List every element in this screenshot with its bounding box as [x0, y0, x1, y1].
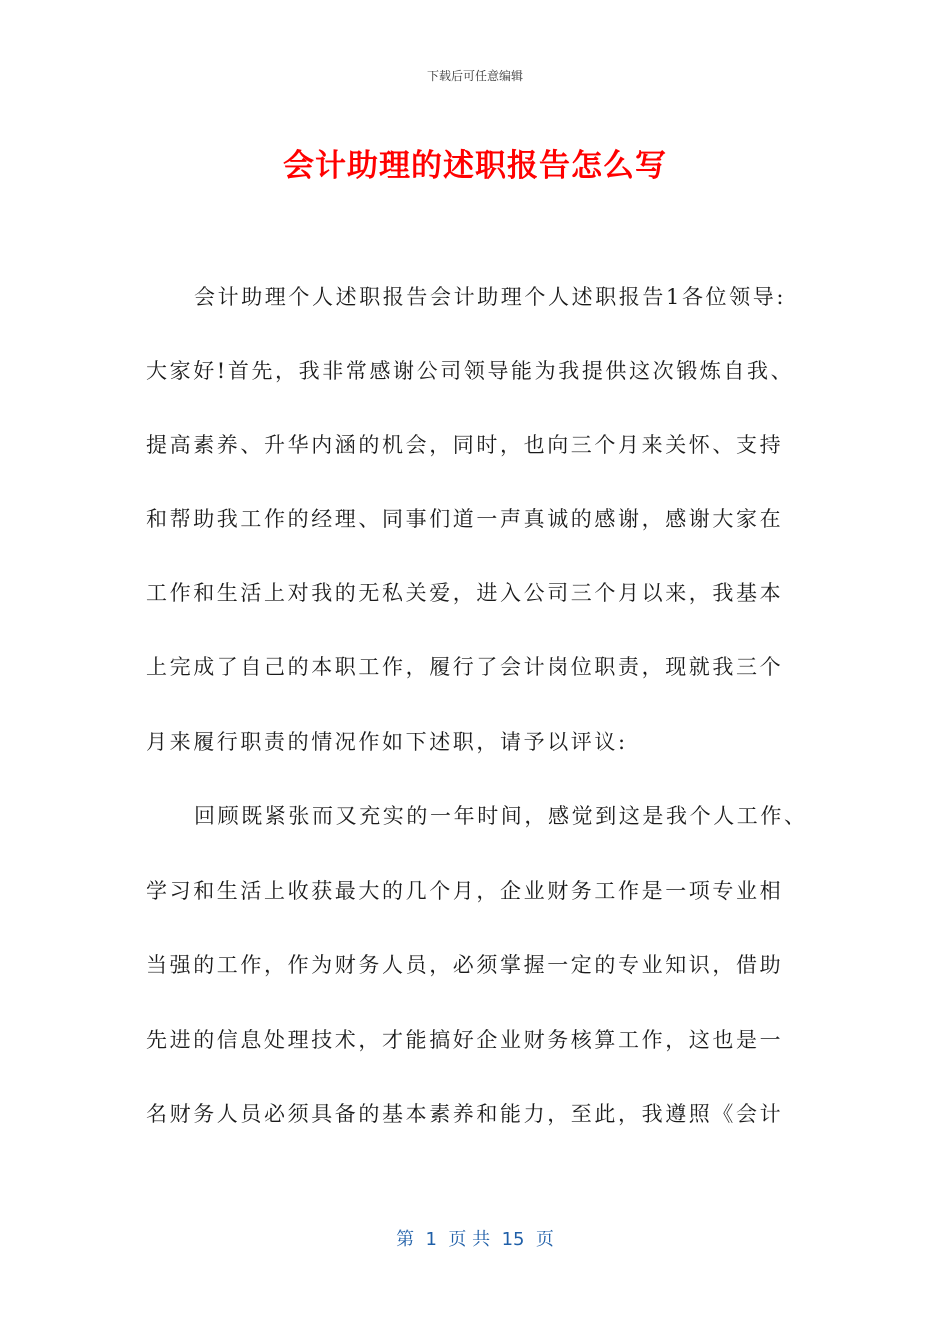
- paragraph-line: 名财务人员必须具备的基本素养和能力，至此，我遵照《会计: [146, 1102, 784, 1126]
- paragraph-line: 上完成了自己的本职工作，履行了会计岗位职责，现就我三个: [146, 655, 784, 679]
- paragraph-line: 会计助理个人述职报告会计助理个人述职报告1各位领导:: [194, 285, 787, 309]
- paragraph-line: 先进的信息处理技术，才能搞好企业财务核算工作，这也是一: [146, 1028, 784, 1052]
- paragraph-line: 大家好!首先，我非常感谢公司领导能为我提供这次锻炼自我、: [146, 359, 795, 383]
- document-title: 会计助理的述职报告怎么写: [283, 148, 667, 184]
- paragraph-line: 工作和生活上对我的无私关爱，进入公司三个月以来，我基本: [146, 581, 784, 605]
- header-note: 下载后可任意编辑: [426, 69, 523, 83]
- paragraph-line: 月来履行职责的情况作如下述职，请予以评议:: [146, 730, 628, 754]
- paragraph-line: 学习和生活上收获最大的几个月，企业财务工作是一项专业相: [146, 879, 784, 903]
- page-number-footer: 第 1 页 共 15 页: [396, 1229, 554, 1250]
- paragraph-line: 当强的工作，作为财务人员，必须掌握一定的专业知识，借助: [146, 953, 784, 977]
- paragraph-line: 回顾既紧张而又充实的一年时间，感觉到这是我个人工作、: [194, 804, 808, 828]
- paragraph-line: 提高素养、升华内涵的机会，同时，也向三个月来关怀、支持: [146, 433, 784, 457]
- paragraph-line: 和帮助我工作的经理、同事们道一声真诚的感谢，感谢大家在: [146, 507, 784, 531]
